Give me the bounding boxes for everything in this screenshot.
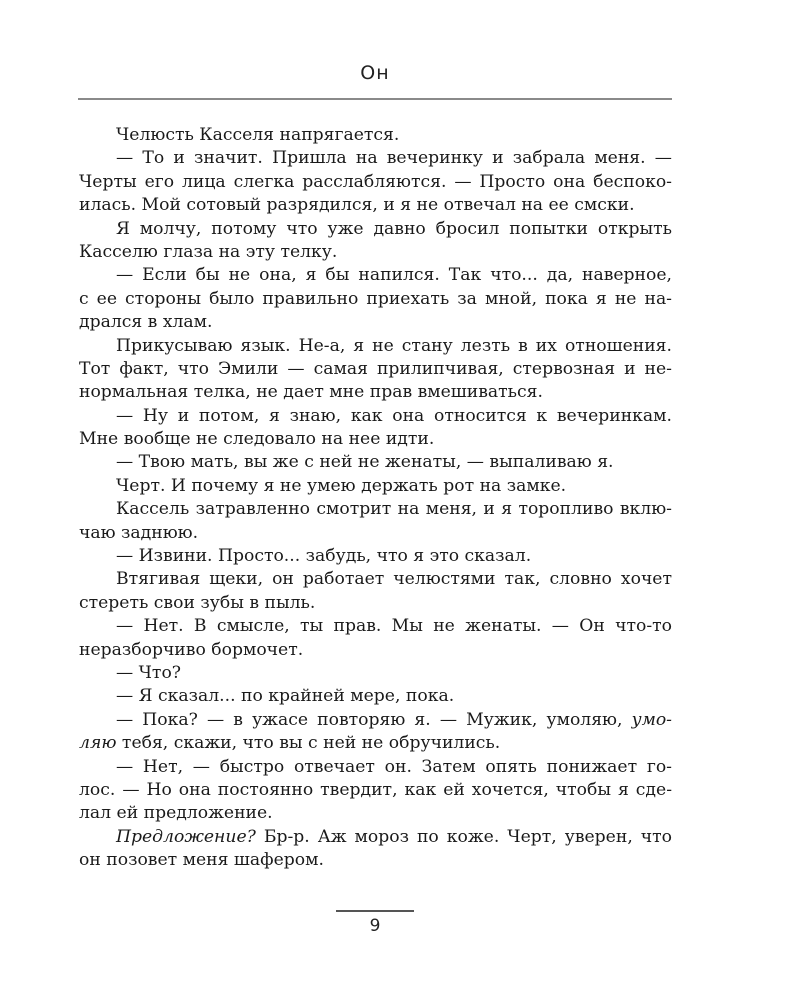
text-segment: нормальная телка, не дает мне прав вмешиваться. [79,382,543,403]
text-line [79,147,672,170]
text-line [79,171,672,194]
text-line [79,124,672,147]
text-line [79,522,672,545]
text-line [79,194,672,217]
text-segment: Черты его лица слегка расслабляются. — Просто она беспоко- [79,171,672,192]
text-line [79,335,672,358]
text-segment: — То и значит. Пришла на вечеринку и забрала меня. — [116,148,672,169]
text-line [79,756,672,779]
text-segment: — Что? [116,662,182,683]
text-line [79,849,672,872]
text-line [79,568,672,591]
text-segment: стереть свои зубы в пыль. [79,592,316,613]
text-segment: — Извини. Просто... забудь, что я это сказал. [116,546,532,567]
text-segment: неразборчиво бормочет. [79,639,304,660]
text-segment: — Нет, — быстро отвечает он. Затем опять понижает го- [116,756,672,777]
body-text [79,124,672,873]
italic-segment: умо- [631,709,672,730]
text-line [79,709,672,732]
text-segment: — Пока? — в ужасе повторяю я. — Мужик, умоляю, [116,709,632,730]
text-line [79,802,672,825]
text-segment: — Если бы не она, я бы напился. Так что... да, наверное, [116,265,672,286]
page-number: 9 [369,916,381,936]
italic-segment: Предложение? [116,826,256,847]
text-segment: Прикусываю язык. Не-а, я не стану лезть в их отношения. [116,335,672,356]
text-segment: тебя, скажи, что вы с ней не обручились. [116,733,501,754]
text-line [79,732,672,755]
text-line [79,639,672,662]
text-segment: он позовет меня шафером. [79,850,324,871]
text-segment: — Я сказал... по крайней мере, пока. [116,686,455,707]
text-line [79,545,672,568]
text-line [79,264,672,287]
text-segment: Тот факт, что Эмили — самая прилипчивая, стервозная и не- [79,358,672,379]
text-segment: чаю заднюю. [79,522,199,543]
text-line [79,381,672,404]
text-segment: Втягивая щеки, он работает челюстями так, словно хочет [116,569,672,590]
text-line [79,428,672,451]
text-segment: — Нет. В смысле, ты прав. Мы не женаты. — Он что-то [116,616,672,637]
text-line [79,662,672,685]
text-line [79,218,672,241]
text-line [79,311,672,334]
text-segment: — Твою мать, вы же с ней не женаты, — выпаливаю я. [116,452,614,473]
text-line [79,826,672,849]
text-segment: Бр-р. Аж мороз по коже. Черт, уверен, что [255,826,672,847]
text-segment: илась. Мой сотовый разрядился, и я не отвечал на ее смски. [79,195,635,216]
text-line [79,288,672,311]
text-line [79,451,672,474]
text-line [79,779,672,802]
text-line [79,615,672,638]
text-segment: дрался в хлам. [79,312,213,333]
text-line [79,241,672,264]
text-segment: Челюсть Касселя напрягается. [116,125,400,145]
text-line [79,498,672,521]
text-segment: — Ну и потом, я знаю, как она относится к вечеринкам. [116,405,672,426]
text-segment: Черт. И почему я не умею держать рот на замке. [116,475,567,496]
text-segment: лос. — Но она постоянно твердит, как ей хочется, чтобы я сде- [79,779,672,800]
text-segment: с ее стороны было правильно приехать за мной, пока я не на- [79,288,672,309]
folio-rule [336,910,414,912]
text-line [79,475,672,498]
text-line [79,358,672,381]
italic-segment: ляю [79,733,117,754]
text-segment: лал ей предложение. [79,803,273,824]
text-segment: Я молчу, потому что уже давно бросил попытки открыть [116,218,672,239]
text-line [79,405,672,428]
text-segment: Кассель затравленно смотрит на меня, и я торопливо вклю- [116,499,672,520]
text-line [79,685,672,708]
header-rule [78,98,672,100]
text-segment: Мне вообще не следовало на нее идти. [79,429,435,450]
text-segment: Касселю глаза на эту телку. [79,241,338,262]
text-line [79,592,672,615]
running-head: Он [360,62,390,84]
